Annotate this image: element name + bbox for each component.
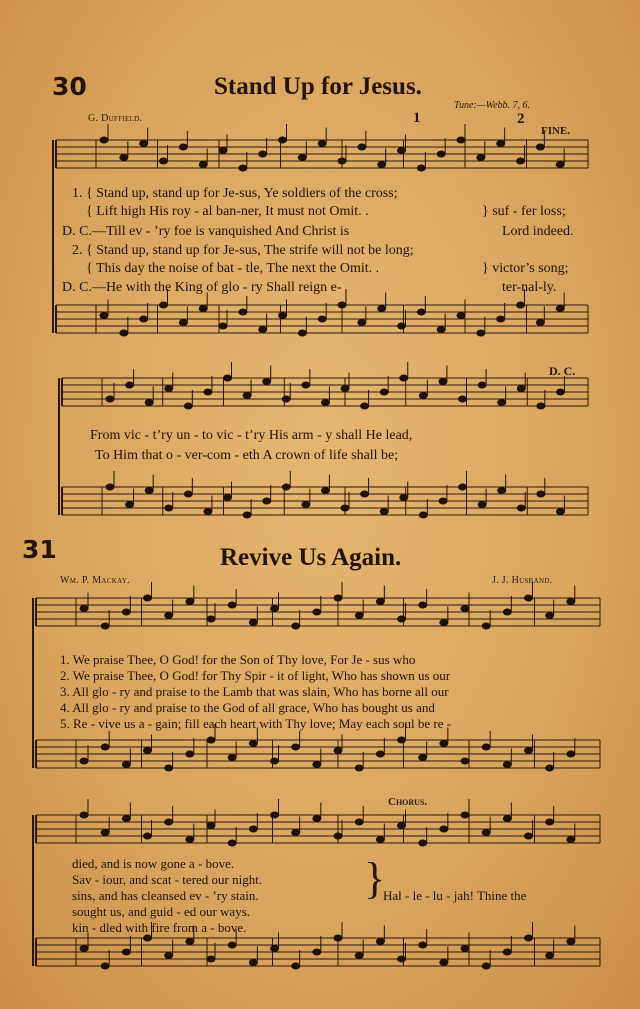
verse-2-dc-line: D. C.—He with the King of glo - ry Shall reign e-: [62, 280, 342, 295]
verse-3: 3. All glo - ry and praise to the Lamb that was slain, Who has borne all our: [60, 684, 449, 699]
hymn-number: 30: [52, 72, 87, 101]
verse-1-cont: died, and is now gone a - bove.: [72, 856, 235, 871]
verse-1-ending: } suf - fer loss;: [482, 204, 566, 219]
verse-3-cont: sins, and has cleansed ev - ’ry stain.: [72, 888, 259, 903]
first-ending-mark: 1: [413, 110, 421, 126]
verse-1-dc-line: D. C.—Till ev - ’ry foe is vanquished And Christ is: [62, 224, 350, 239]
hymn-title: Stand Up for Jesus.: [214, 73, 422, 100]
verse-4: 4. All glo - ry and praise to the God of all grace, Who has bought us and: [60, 700, 435, 715]
author-credit: G. Duffield.: [88, 113, 143, 124]
verse-2-ending: } victor’s song;: [482, 261, 569, 276]
refrain-line-2: To Him that o - ver-com - eth A crown of life shall be;: [95, 448, 399, 463]
verse-1-line-2: { Lift high His roy - al ban-ner, It must not Omit. .: [86, 204, 369, 219]
chorus-label: Chorus.: [388, 796, 428, 808]
hymn-title: Revive Us Again.: [220, 544, 402, 571]
chorus-brace: }: [364, 854, 386, 903]
dc-mark: D. C.: [549, 364, 576, 378]
verse-2-line-2: { This day the noise of bat - tle, The next the Omit. .: [86, 261, 380, 276]
fine-mark: FINE.: [541, 125, 571, 137]
tune-credit: Tune:—Webb. 7, 6.: [454, 100, 531, 111]
composer-credit: J. J. Husband.: [492, 575, 553, 586]
verse-5-cont: kin - dled with fire from a - bove.: [72, 920, 247, 935]
verse-4-cont: sought us, and guid - ed our ways.: [72, 904, 251, 919]
hymn-number: 31: [22, 535, 57, 564]
verse-1-line-1: 1. { Stand up, stand up for Je-sus, Ye soldiers of the cross;: [72, 186, 398, 201]
second-ending-mark: 2: [517, 111, 525, 127]
verse-2-dc-ending: ter-nal-ly.: [502, 280, 557, 295]
refrain-line-1: From vic - t’ry un - to vic - t’ry His arm - y shall He lead,: [90, 428, 413, 443]
verse-2: 2. We praise Thee, O God! for Thy Spir - it of light, Who has shown us our: [60, 668, 451, 683]
verse-2-cont: Sav - iour, and scat - tered our night.: [72, 872, 263, 887]
author-credit: Wm. P. Mackay.: [60, 575, 130, 586]
chorus-line: Hal - le - lu - jah! Thine the: [383, 888, 527, 903]
verse-1-dc-ending: Lord indeed.: [502, 224, 574, 239]
verse-2-line-1: 2. { Stand up, stand up for Je-sus, The strife will not be long;: [72, 243, 414, 258]
verse-1: 1. We praise Thee, O God! for the Son of Thy love, For Je - sus who: [60, 652, 416, 667]
verse-5: 5. Re - vive us a - gain; fill each heart with Thy love; May each soul be re -: [60, 716, 452, 731]
